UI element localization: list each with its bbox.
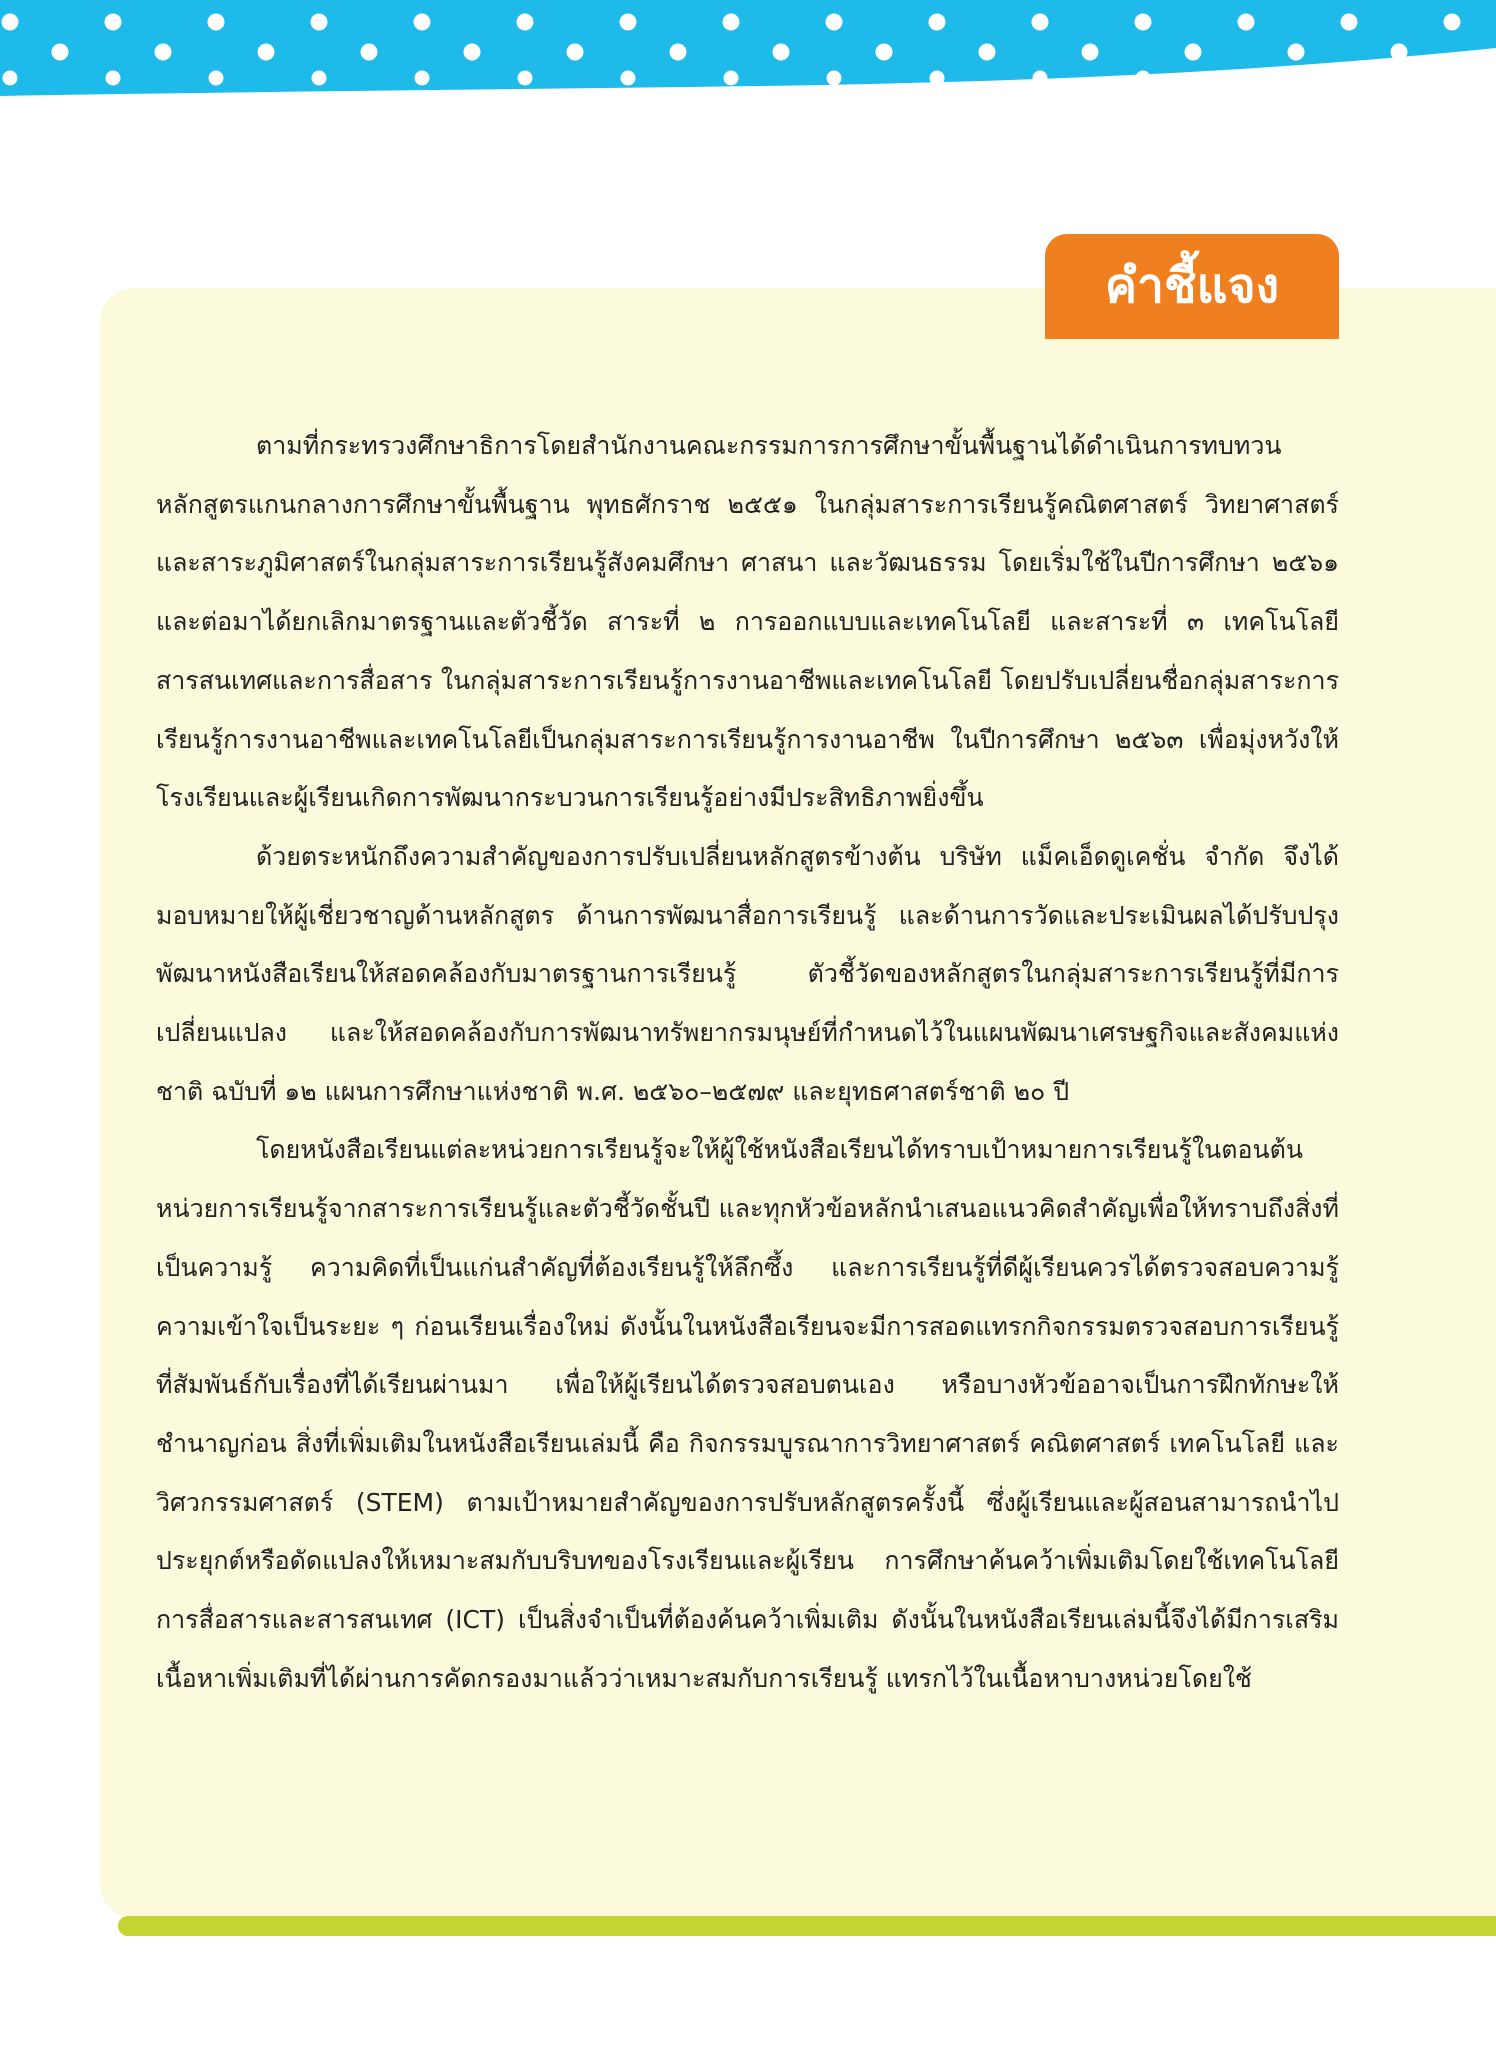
decorative-dot	[1082, 44, 1099, 61]
decorative-dot	[518, 71, 533, 86]
decorative-dot	[1444, 14, 1461, 31]
decorative-dot	[876, 44, 893, 61]
decorative-dot	[723, 14, 740, 31]
decorative-dot	[2, 14, 19, 31]
decorative-dot	[414, 14, 431, 31]
decorative-dot	[1288, 44, 1305, 61]
decorative-dot	[208, 14, 225, 31]
decorative-dot	[1185, 44, 1202, 61]
page-title: คำชี้แจง	[1045, 234, 1339, 339]
decorative-dot	[1032, 14, 1049, 31]
decorative-dot	[1136, 71, 1151, 86]
decorative-dot	[517, 14, 534, 31]
decorative-dot	[105, 14, 122, 31]
decorative-dot	[620, 14, 637, 31]
decorative-dot	[3, 71, 18, 86]
decorative-dot	[773, 44, 790, 61]
decorative-dot	[312, 71, 327, 86]
decorative-dot	[311, 14, 328, 31]
decorative-dotted-wave-band	[0, 0, 1496, 110]
decorative-dot	[1341, 14, 1358, 31]
decorative-dot	[670, 44, 687, 61]
decorative-dot	[979, 44, 996, 61]
decorative-dot	[106, 71, 121, 86]
body-text	[156, 417, 1339, 1708]
bottom-green-rule	[118, 1916, 1496, 1936]
paragraph-1: ตามที่กระทรวงศึกษาธิการโดยสำนักงานคณะกรรมการการศึกษาขั้นพื้นฐานได้ดำเนินการทบทวนหลักสูตรแกนกลางการศึกษาขั้นพื้นฐาน พุทธศักราช ๒๕๕๑ ในกลุ่มสาระการเรียนรู้คณิตศาสตร์ วิทยาศาสตร์ และสาระภูมิศาสตร์ในกลุ่มสาระการเรียนรู้สังคมศึกษา ศาสนา และวัฒนธรรม โดยเริ่มใช้ในปีการศึกษา ๒๕๖๑ และต่อมาได้ยกเลิกมาตรฐานและตัวชี้วัด สาระที่ ๒ การออกแบบและเทคโนโลยี และสาระที่ ๓ เทคโนโลยีสารสนเทศและการสื่อสาร ในกลุ่มสาระการเรียนรู้การงานอาชีพและเทคโนโลยี โดยปรับเปลี่ยนชื่อกลุ่มสาระการเรียนรู้การงานอาชีพและเทคโนโลยีเป็นกลุ่มสาระการเรียนรู้การงานอาชีพ ในปีการศึกษา ๒๕๖๓ เพื่อมุ่งหวังให้โรงเรียนและผู้เรียนเกิดการพัฒนากระบวนการเรียนรู้อย่างมีประสิทธิภาพยิ่งขึ้น	[156, 431, 1339, 813]
decorative-dot	[827, 71, 842, 86]
decorative-dot	[621, 71, 636, 86]
decorative-dot	[724, 71, 739, 86]
decorative-dot	[52, 44, 69, 61]
decorative-dot	[1135, 14, 1152, 31]
decorative-dot	[415, 71, 430, 86]
decorative-dot	[567, 44, 584, 61]
decorative-dot	[464, 44, 481, 61]
decorative-dot	[826, 14, 843, 31]
decorative-dot	[1391, 44, 1408, 61]
paragraph-2: ด้วยตระหนักถึงความสำคัญของการปรับเปลี่ยนหลักสูตรข้างต้น บริษัท แม็คเอ็ดดูเคชั่น จำกัด จึงได้มอบหมายให้ผู้เชี่ยวชาญด้านหลักสูตร ด้านการพัฒนาสื่อการเรียนรู้ และด้านการวัดและประเมินผลได้ปรับปรุงพัฒนาหนังสือเรียนให้สอดคล้องกับมาตรฐานการเรียนรู้ ตัวชี้วัดของหลักสูตรในกลุ่มสาระการเรียนรู้ที่มีการเปลี่ยนแปลง และให้สอดคล้องกับการพัฒนาทรัพยากรมนุษย์ที่กำหนดไว้ในแผนพัฒนาเศรษฐกิจและสังคมแห่งชาติ ฉบับที่ ๑๒ แผนการศึกษาแห่งชาติ พ.ศ. ๒๕๖๐–๒๕๗๙ และยุทธศาสตร์ชาติ ๒๐ ปี	[156, 841, 1339, 1106]
paragraph-3: โดยหนังสือเรียนแต่ละหน่วยการเรียนรู้จะให้ผู้ใช้หนังสือเรียนได้ทราบเป้าหมายการเรียนรู้ในตอนต้นหน่วยการเรียนรู้จากสาระการเรียนรู้และตัวชี้วัดชั้นปี และทุกหัวข้อหลักนำเสนอแนวคิดสำคัญเพื่อให้ทราบถึงสิ่งที่เป็นความรู้ ความคิดที่เป็นแก่นสำคัญที่ต้องเรียนรู้ให้ลึกซึ้ง และการเรียนรู้ที่ดีผู้เรียนควรได้ตรวจสอบความรู้ความเข้าใจเป็นระยะ ๆ ก่อนเรียนเรื่องใหม่ ดังนั้นในหนังสือเรียนจะมีการสอดแทรกกิจกรรมตรวจสอบการเรียนรู้ที่สัมพันธ์กับเรื่องที่ได้เรียนผ่านมา เพื่อให้ผู้เรียนได้ตรวจสอบตนเอง หรือบางหัวข้ออาจเป็นการฝึกทักษะให้ชำนาญก่อน สิ่งที่เพิ่มเติมในหนังสือเรียนเล่มนี้ คือ กิจกรรมบูรณาการวิทยาศาสตร์ คณิตศาสตร์ เทคโนโลยี และวิศวกรรมศาสตร์ (STEM) ตามเป้าหมายสำคัญของการปรับหลักสูตรครั้งนี้ ซึ่งผู้เรียนและผู้สอนสามารถนำไปประยุกต์หรือดัดแปลงให้เหมาะสมกับบริบทของโรงเรียนและผู้เรียน การศึกษาค้นคว้าเพิ่มเติมโดยใช้เทคโนโลยีการสื่อสารและสารสนเทศ (ICT) เป็นสิ่งจำเป็นที่ต้องค้นคว้าเพิ่มเติม ดังนั้นในหนังสือเรียนเล่มนี้จึงได้มีการเสริมเนื้อหาเพิ่มเติมที่ได้ผ่านการคัดกรองมาแล้วว่าเหมาะสมกับการเรียนรู้ แทรกไว้ในเนื้อหาบางหน่วยโดยใช้	[156, 1135, 1339, 1693]
decorative-dot	[155, 44, 172, 61]
decorative-dot	[929, 14, 946, 31]
decorative-dot	[361, 44, 378, 61]
decorative-dot	[1033, 71, 1048, 86]
decorative-dot	[258, 44, 275, 61]
decorative-dot	[1238, 14, 1255, 31]
decorative-dot	[930, 71, 945, 86]
decorative-dot	[209, 71, 224, 86]
